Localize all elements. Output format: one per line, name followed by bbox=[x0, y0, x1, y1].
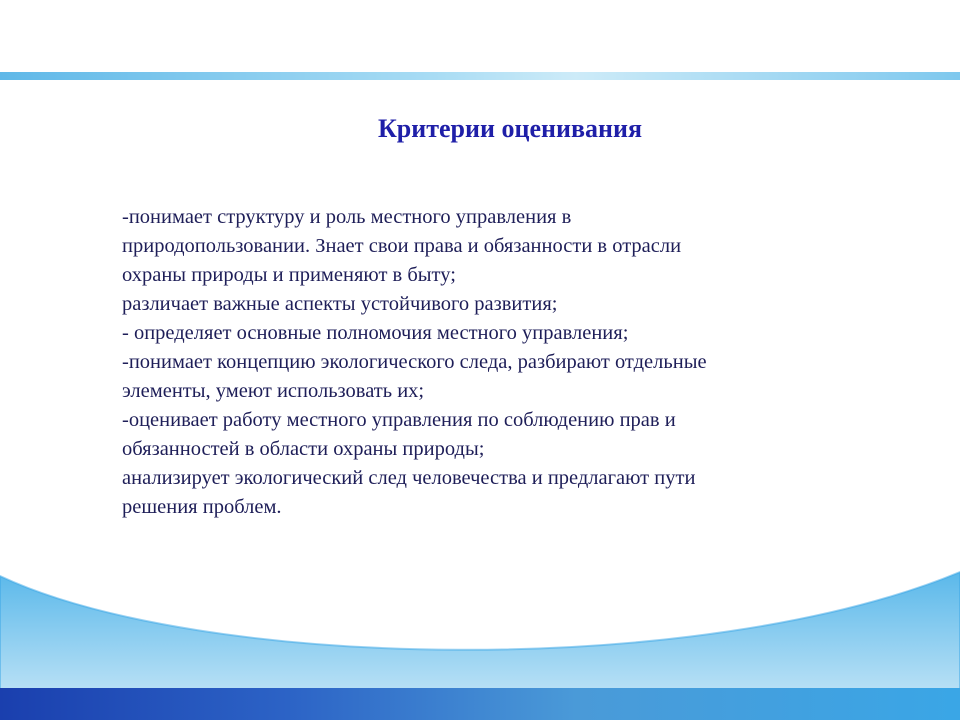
criteria-line: -понимает концепцию экологического следа, разбирают отдельные bbox=[122, 351, 707, 373]
criteria-line: -понимает структуру и роль местного управления в bbox=[122, 206, 572, 228]
criteria-line: элементы, умеют использовать их; bbox=[122, 380, 425, 402]
bottom-accent-bar bbox=[0, 688, 960, 720]
criteria-line: обязанностей в области охраны природы; bbox=[122, 438, 485, 460]
criteria-line: природопользовании. Знает свои права и обязанности в отрасли bbox=[122, 235, 682, 257]
criteria-line: -оценивает работу местного управления по соблюдению прав и bbox=[122, 409, 676, 431]
criteria-line: решения проблем. bbox=[122, 496, 282, 518]
criteria-line: различает важные аспекты устойчивого развития; bbox=[122, 293, 558, 315]
criteria-line: анализирует экологический след человечества и предлагают пути bbox=[122, 467, 696, 489]
top-accent-stripe bbox=[0, 72, 960, 80]
criteria-line: охраны природы и применяют в быту; bbox=[122, 264, 456, 286]
slide-title: Критерии оценивания bbox=[377, 114, 643, 143]
criteria-text-block bbox=[122, 203, 842, 522]
criteria-line: - определяет основные полномочия местного управления; bbox=[122, 322, 629, 344]
